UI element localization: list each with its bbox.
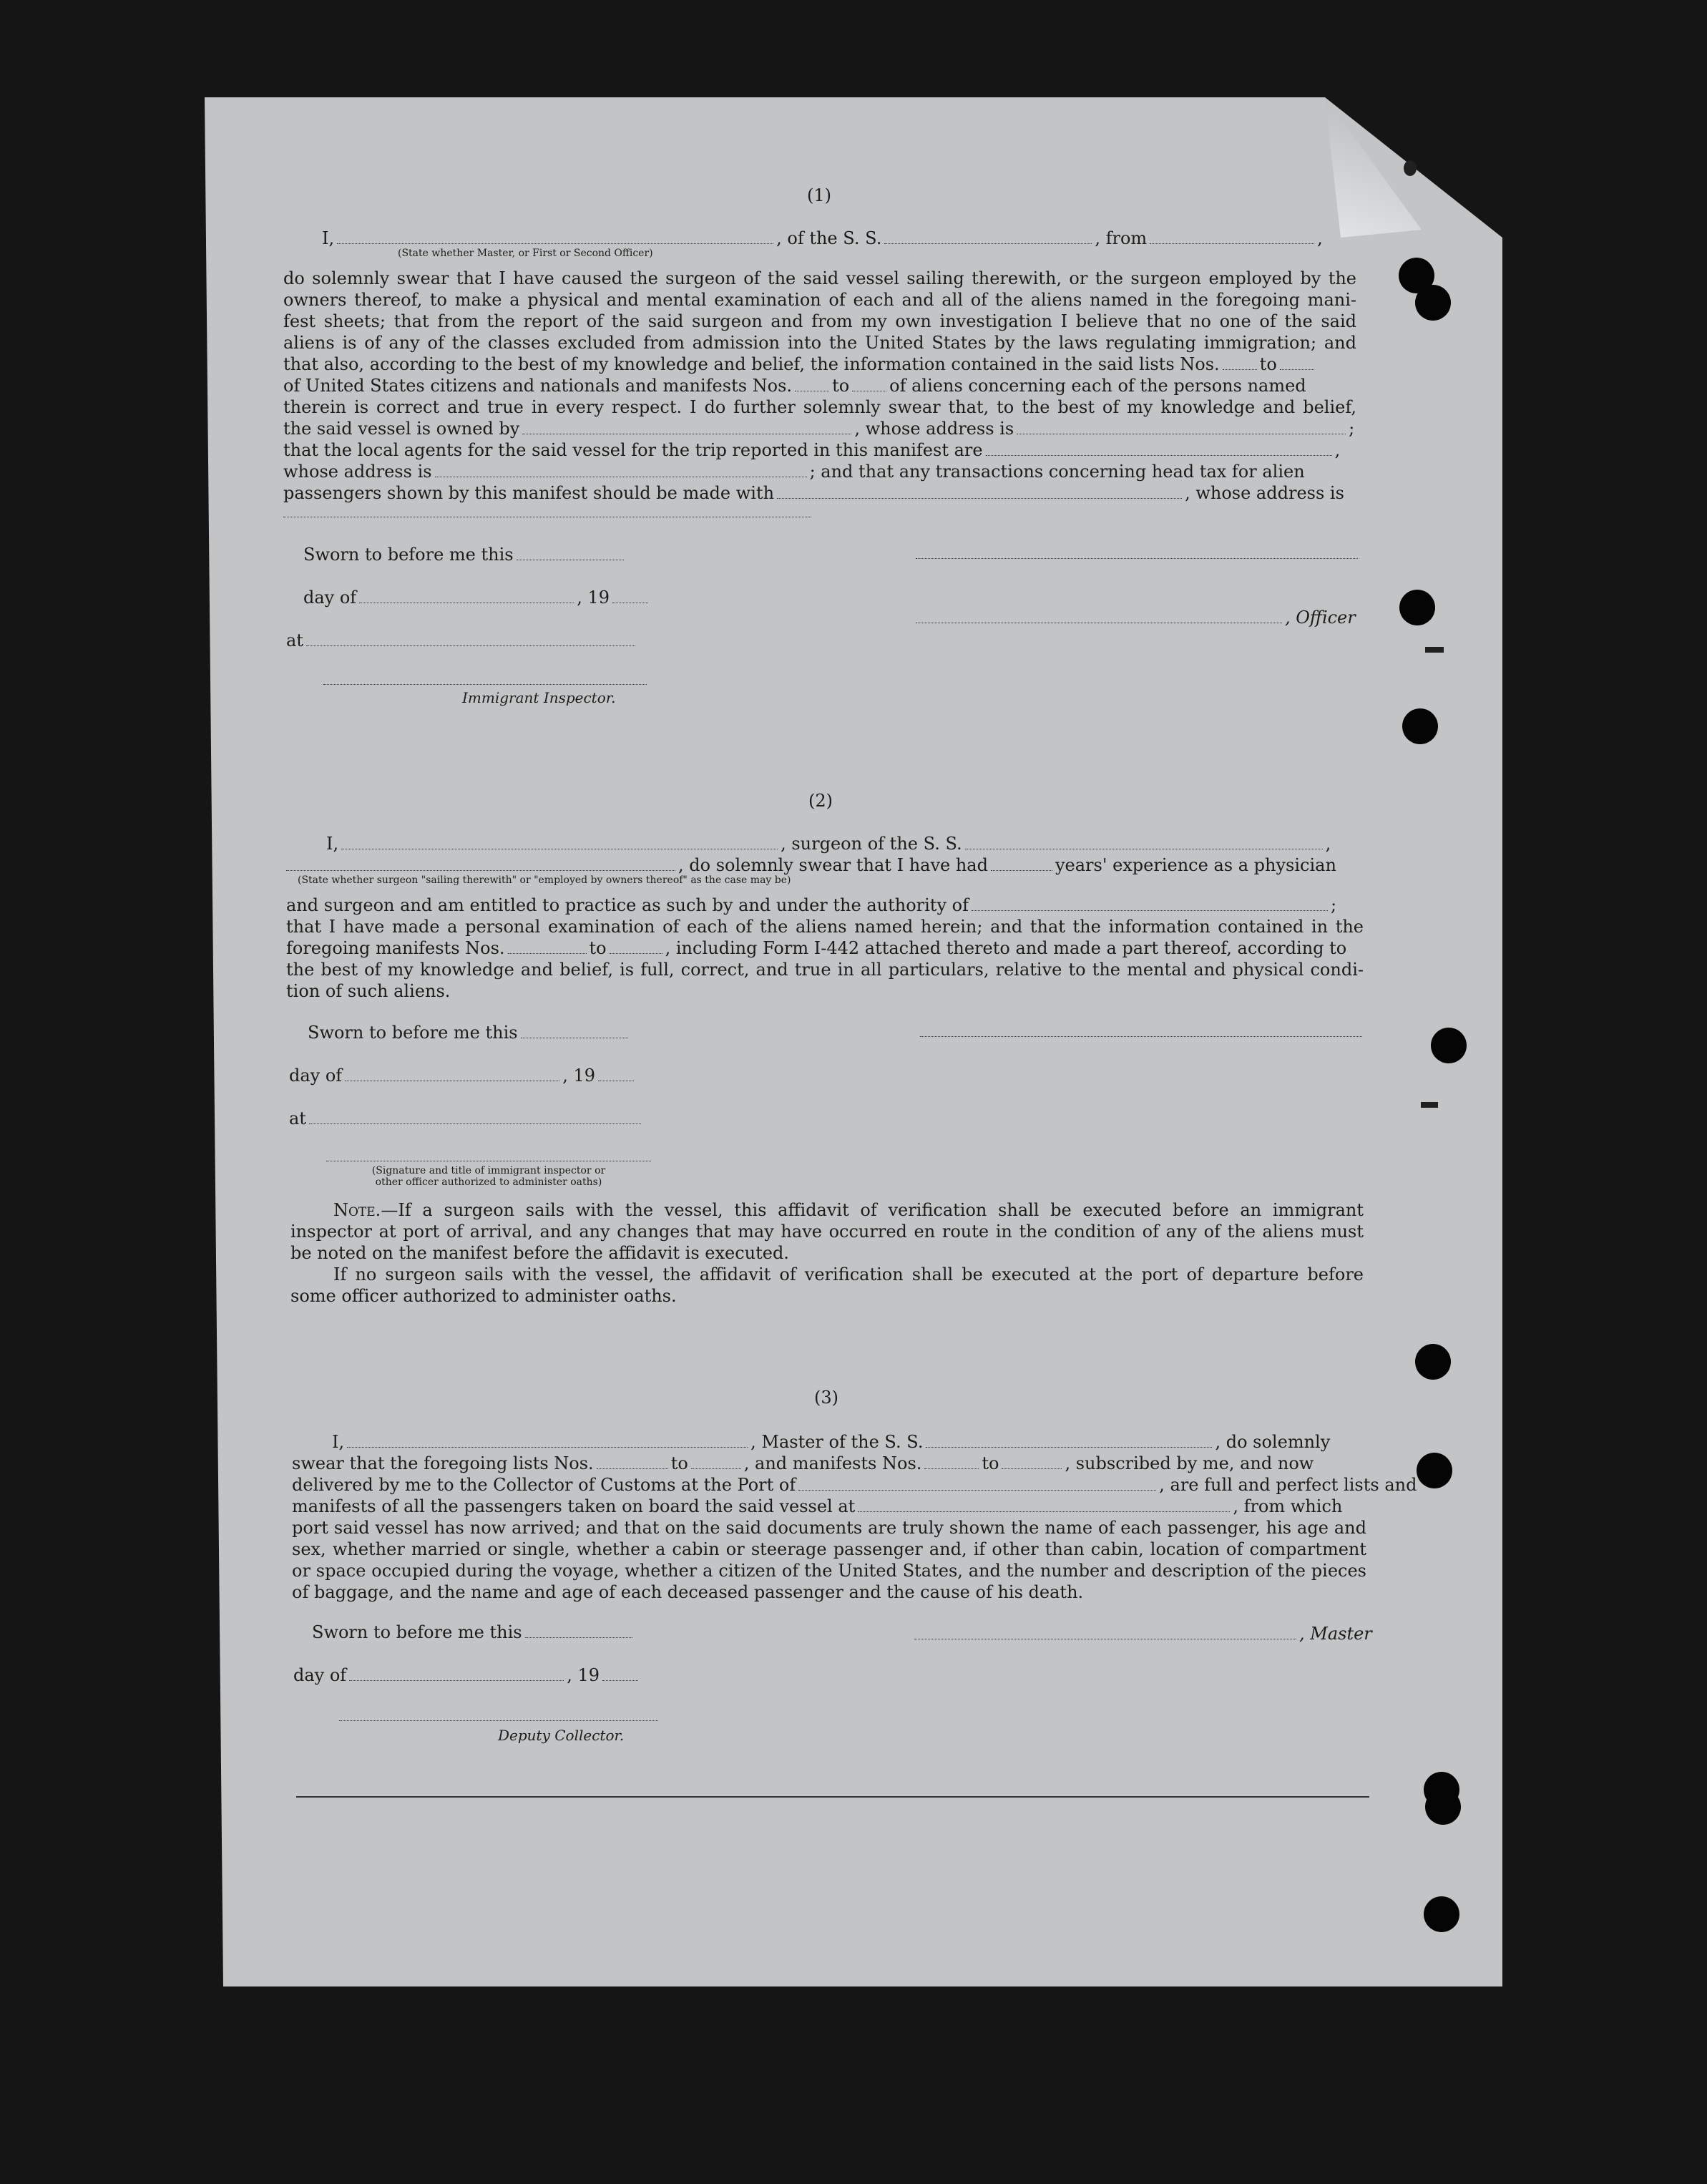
owner-address-field[interactable] — [1017, 419, 1346, 434]
section-2-line-7: tion of such aliens. — [286, 981, 451, 1001]
sworn-date-field-1[interactable] — [517, 545, 624, 560]
section-2-at: at — [289, 1108, 644, 1129]
punch-hole — [1424, 1896, 1459, 1932]
authority-field[interactable] — [972, 896, 1328, 911]
section-1-passengers: passengers shown by this manifest should be made with , whose address is — [283, 483, 1344, 503]
owner-field[interactable] — [522, 419, 851, 434]
officer-name-field[interactable] — [337, 229, 773, 244]
note2-line-2: some officer authorized to administer oaths. — [290, 1286, 677, 1306]
surgeon-signature-line[interactable] — [920, 1036, 1362, 1037]
section-2-line-2: , do solemnly swear that I have had years' experience as a physician — [286, 854, 1336, 876]
sworn-date-field-2[interactable] — [521, 1023, 628, 1038]
officer-note: (State whether Master, or First or Second Officer) — [398, 248, 653, 259]
manifests-from-field[interactable] — [795, 376, 829, 391]
section-1-line-3: owners thereof, to make a physical and mental examination of each and all of the aliens named in the foregoing mani- — [283, 290, 1356, 310]
section-3-line-7: or space occupied during the voyage, whether a citizen of the United States, and the number and description of the pieces — [292, 1561, 1366, 1581]
signature-note-2: other officer authorized to administer oaths) — [375, 1176, 602, 1188]
section-3-number: (3) — [814, 1388, 838, 1408]
section-1-line-1: I, , of the S. S. , from , — [322, 228, 1323, 248]
inspector-label: Immigrant Inspector. — [462, 689, 616, 706]
manifest-from-field-2[interactable] — [508, 939, 587, 954]
section-2-line-5: foregoing manifests Nos. to , including Form I-442 attached thereto and made a part thereof, according to — [286, 938, 1347, 958]
vessel-name-field[interactable] — [884, 229, 1092, 244]
day-of-field-2[interactable] — [345, 1066, 559, 1081]
section-1-number: (1) — [807, 185, 831, 205]
lists-to-field-3[interactable] — [691, 1454, 741, 1469]
deputy-label: Deputy Collector. — [498, 1727, 625, 1744]
boarding-port-field[interactable] — [858, 1497, 1230, 1512]
section-2-day-of: day of , 19 — [289, 1065, 637, 1086]
section-3-line-3: delivered by me to the Collector of Customs at the Port of , are full and perfect lists and — [292, 1475, 1417, 1495]
section-3-line-1: I, , Master of the S. S. , do solemnly — [332, 1432, 1331, 1452]
deputy-signature-line[interactable] — [339, 1720, 658, 1721]
section-2-number: (2) — [808, 791, 833, 811]
surgeon-status-field[interactable] — [286, 856, 675, 871]
section-3-line-5: port said vessel has now arrived; and that on the said documents are truly shown the name of each passenger, his age and — [292, 1518, 1366, 1538]
section-1-officer: , Officer — [916, 607, 1356, 628]
signature-note-1: (Signature and title of immigrant inspector or — [371, 1165, 606, 1176]
section-1-line-4: fest sheets; that from the report of the said surgeon and from my own investigation I believe that no one of the said — [283, 311, 1356, 331]
note-line-3: be noted on the manifest before the affidavit is executed. — [290, 1243, 789, 1263]
section-3-line-6: sex, whether married or single, whether a cabin or steerage passenger and, if other than cabin, location of compartment — [292, 1539, 1366, 1559]
label-of-ss: , of the S. S. — [776, 228, 882, 248]
section-3-line-2: swear that the foregoing lists Nos. to , and manifests Nos. to , subscribed by me, and now — [292, 1453, 1314, 1473]
punch-hole — [1425, 1789, 1461, 1825]
punch-hole — [1402, 708, 1438, 744]
section-3-line-4: manifests of all the passengers taken on board the said vessel at , from which — [292, 1496, 1343, 1516]
scan-mark — [1404, 160, 1417, 176]
note-line-1: Note.—If a surgeon sails with the vessel, this affidavit of verification shall be executed before an immigrant — [333, 1200, 1364, 1220]
punch-hole — [1415, 285, 1451, 321]
vessel-name-field-3[interactable] — [926, 1433, 1212, 1448]
pronoun: I, — [322, 228, 335, 248]
years-field[interactable] — [991, 856, 1052, 871]
section-1-day-of: day of , 19 — [303, 587, 651, 608]
at-field-1[interactable] — [306, 631, 635, 646]
year-field-3[interactable] — [602, 1666, 638, 1681]
manifests-from-field-3[interactable] — [924, 1454, 979, 1469]
section-2-line-4: that I have made a personal examination of each of the aliens named herein; and that the information contained in the — [286, 917, 1364, 937]
manifests-to-field[interactable] — [852, 376, 886, 391]
head-tax-agent-field[interactable] — [777, 484, 1182, 499]
lists-to-field[interactable] — [1280, 355, 1314, 370]
manifests-to-field-3[interactable] — [1002, 1454, 1062, 1469]
section-1-sworn: Sworn to before me this — [303, 544, 627, 565]
section-1-line-8: therein is correct and true in every respect. I do further solemnly swear that, to the best of my knowledge and belief, — [283, 397, 1356, 417]
section-1-line-7: of United States citizens and nationals and manifests Nos. to of aliens concerning each of the persons named — [283, 376, 1306, 396]
scan-mark — [1421, 1102, 1438, 1108]
section-3-line-8: of baggage, and the name and age of each deceased passenger and the cause of his death. — [292, 1582, 1084, 1602]
surgeon-note: (State whether surgeon "sailing therewith" or "employed by owners thereof" as the case may be) — [298, 874, 791, 886]
manifest-to-field-2[interactable] — [610, 939, 662, 954]
sworn-date-field-3[interactable] — [525, 1623, 632, 1638]
at-field-2[interactable] — [309, 1109, 641, 1124]
section-1-local-agents: that the local agents for the said vessel for the trip reported in this manifest are , — [283, 440, 1341, 460]
section-1-line-5: aliens is of any of the classes excluded from admission into the United States by the laws regulating immigration; and — [283, 333, 1356, 353]
section-3-master: , Master — [914, 1623, 1372, 1644]
inspector-signature-line[interactable] — [323, 684, 647, 685]
lists-from-field[interactable] — [1223, 355, 1257, 370]
section-1-owned-by: the said vessel is owned by , whose address is ; — [283, 419, 1355, 439]
section-1-line-2: do solemnly swear that I have caused the surgeon of the said vessel sailing therewith, or the surgeon employed by the — [283, 268, 1356, 288]
section-2-sworn: Sworn to before me this — [308, 1022, 631, 1043]
bottom-rule — [296, 1796, 1369, 1798]
section-2-line-1: I, , surgeon of the S. S. , — [326, 834, 1331, 854]
surgeon-name-field[interactable] — [341, 834, 778, 849]
lists-from-field-3[interactable] — [597, 1454, 668, 1469]
note-line-2: inspector at port of arrival, and any changes that may have occurred en route in the condition of any of the aliens must — [290, 1222, 1364, 1242]
note-label: Note. — [333, 1200, 381, 1220]
agent-address-field[interactable] — [435, 462, 807, 477]
punch-hole — [1431, 1028, 1467, 1063]
section-1-line-6: that also, according to the best of my knowledge and belief, the information contained in the said lists Nos. to — [283, 354, 1317, 375]
day-of-field-3[interactable] — [349, 1666, 564, 1681]
punch-hole — [1415, 1344, 1451, 1380]
punch-hole — [1399, 590, 1435, 625]
scan-mark — [1425, 647, 1444, 653]
master-name-field[interactable] — [347, 1433, 748, 1448]
punch-hole — [1417, 1453, 1452, 1488]
section-3-sworn: Sworn to before me this — [312, 1622, 635, 1643]
vessel-name-field-2[interactable] — [965, 834, 1323, 849]
section-2-line-3: and surgeon and am entitled to practice as such by and under the authority of ; — [286, 895, 1337, 915]
section-1-agent-address: whose address is ; and that any transactions concerning head tax for alien — [283, 462, 1305, 482]
year-field-1[interactable] — [612, 588, 648, 603]
port-from-field[interactable] — [1150, 229, 1314, 244]
port-field-3[interactable] — [798, 1476, 1156, 1491]
note2-line-1: If no surgeon sails with the vessel, the affidavit of verification shall be executed at the port of departure before — [333, 1264, 1364, 1284]
officer-signature-line-2[interactable] — [916, 608, 1282, 623]
year-field-2[interactable] — [598, 1066, 634, 1081]
day-of-field-1[interactable] — [359, 588, 574, 603]
local-agents-field[interactable] — [986, 441, 1332, 456]
officer-signature-line-1[interactable] — [916, 558, 1358, 559]
section-2-line-6: the best of my knowledge and belief, is full, correct, and true in all particulars, relative to the mental and physical condi- — [286, 960, 1364, 980]
section-1-at: at — [286, 630, 638, 651]
master-signature-line[interactable] — [914, 1624, 1296, 1639]
label-from: , from — [1095, 228, 1148, 248]
section-3-day-of: day of , 19 — [293, 1664, 641, 1686]
